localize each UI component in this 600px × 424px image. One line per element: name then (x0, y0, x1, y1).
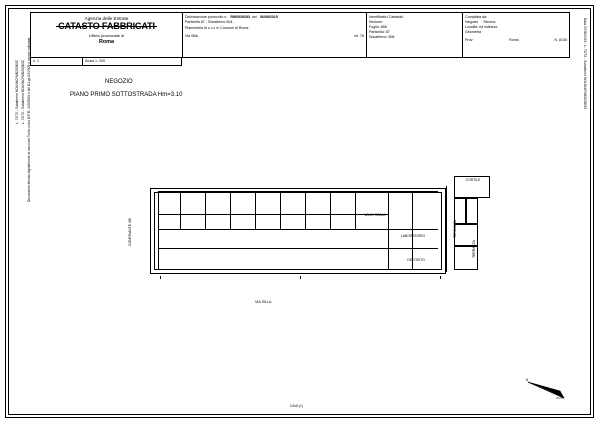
compilata-code: N. 8145 (554, 38, 567, 43)
north-arrow-icon (526, 380, 566, 400)
street-label-bottom: VIA SILLA (255, 300, 272, 304)
scale-band (30, 58, 182, 66)
annex-cell-3 (454, 224, 478, 246)
north-arrow (526, 380, 566, 400)
compilata-title: Compilata da: (465, 14, 488, 19)
annex-cell-1 (454, 198, 466, 224)
title-piano: PIANO PRIMO SOTTOSTRADA Hm=3.10 (70, 92, 183, 98)
left-vertical-text-1: L. 72/72 - Subalterno NOLNNO*MDZ05K9Z (15, 60, 19, 124)
ident-label-3: Subalterno: (369, 35, 388, 40)
right-inner-wall (388, 191, 389, 269)
bottom-note: CAVA (1) (290, 404, 303, 408)
protocol-floor (354, 34, 364, 38)
partition-2 (205, 191, 206, 229)
partition-4 (255, 191, 256, 229)
north-label: N (525, 378, 528, 382)
ident-value-3: 508 (388, 35, 395, 40)
dimension-tick-3 (440, 276, 441, 279)
room-label-laboratorio (390, 234, 436, 238)
compilata-label-0: Negozio (465, 19, 479, 24)
left-inner-wall (158, 191, 159, 269)
partition-3 (230, 191, 231, 229)
ident-label-0: Sezione: (369, 19, 383, 24)
corridor-line-bottom (158, 248, 438, 249)
ident-row-3 (369, 35, 460, 39)
header-protocol-cell (183, 13, 367, 57)
right-annex-block (446, 176, 490, 274)
protocol-label: Dichiarazione protocollo n. (185, 14, 228, 19)
compilata-row-1 (465, 25, 567, 29)
vano-scala-text: VANO SCALA (364, 213, 386, 217)
partition-1 (180, 191, 181, 229)
catasto-title (33, 21, 180, 31)
header-table (30, 12, 570, 58)
compilata-label-2: Geometra (465, 30, 481, 35)
floor-plan-drawing (128, 176, 490, 286)
right-margin-strip (576, 12, 590, 407)
laboratorio-text: LABORATORIO (400, 234, 426, 238)
office-label: Ufficio provinciale di (88, 32, 125, 38)
compilata-prov-value: Roma (509, 38, 519, 43)
ident-label-1: Foglio: (369, 24, 380, 29)
ident-row-1 (369, 25, 460, 29)
protocol-planimetria: Planimetria di u.i.u. in Comune di Roma (185, 25, 249, 30)
header-identificativi-cell (367, 13, 463, 57)
annex-left-wall (446, 186, 447, 272)
compilata-row-0 (465, 20, 567, 24)
protocol-number: RM0539283 (230, 14, 250, 19)
left-vertical-text-2: L. 72/72 - Subalterno NOLNNO*MDZ05K9Z (21, 60, 25, 124)
dimension-tick-2 (300, 276, 301, 279)
room-label-cortile: CORTILE (465, 178, 481, 182)
protocol-address: Via Silla (185, 34, 198, 38)
left-margin-strip (10, 12, 36, 407)
compilata-footer-row (465, 38, 567, 42)
sheet-number: n. 1 (31, 58, 83, 65)
left-vertical-text-3: Documento firmato digitalmente ai sensi del Testo Unico D.P.R. 445/2000 e del D.Lgs 82/2005 e norme collegate (27, 37, 31, 202)
protocol-floor-value: 76 (360, 34, 364, 38)
protocol-particella: Particella 87 - Subalterno 504 - (185, 20, 235, 24)
scale-label: Scala 1: 200 (85, 59, 105, 63)
deposito-text: DEPOSITO (407, 258, 425, 262)
ident-value-2: 87 (385, 30, 390, 35)
corridor-line-lower (158, 229, 438, 230)
partition-5 (280, 191, 281, 229)
annex-cell-2 (466, 198, 478, 224)
right-vertical-text-1: Data 07/08/2015 - L. 72/72 - Subalterno NOLNNO*MDZ05K9Z (583, 18, 587, 110)
compilata-row-2 (465, 30, 567, 34)
label-confinante: CONFINANTE 4/8 (128, 218, 132, 246)
agency-name: Agenzia delle Entrate (84, 15, 129, 21)
corridor-line-upper (158, 191, 438, 192)
annex-cell-4 (454, 246, 478, 270)
office-city: Roma (99, 38, 114, 45)
label-terrazza-1: TERRAZZA (453, 220, 457, 238)
partition-7 (330, 191, 331, 229)
corridor-line-mid (158, 214, 388, 215)
protocol-floor-label: int. (354, 34, 359, 38)
ident-row-0 (369, 20, 460, 24)
room-label-deposito (396, 258, 436, 262)
partition-8 (355, 191, 356, 229)
title-negozio: NEGOZIO (105, 79, 133, 85)
dimension-tick-1 (160, 276, 161, 279)
partition-6 (305, 191, 306, 229)
compilata-prov: Prov: (465, 38, 474, 43)
protocol-row (185, 15, 364, 19)
label-terrazza-2: TERRAZZA (472, 240, 476, 258)
room-label-vano-scala (362, 213, 388, 217)
identificativi-title: Identificativi Catastali: (369, 14, 404, 19)
ident-label-2: Particella: (369, 30, 385, 35)
ident-value-1: 856 (380, 24, 387, 29)
header-compilata-cell (463, 13, 569, 57)
protocol-date: 06/08/2015 (259, 14, 278, 19)
header-agency-cell (31, 13, 183, 57)
protocol-del-label: del (251, 14, 257, 19)
protocol-address-row (185, 34, 364, 38)
compilata-label-1: Localita' ed indirizzo: (465, 24, 499, 29)
ident-row-2 (369, 30, 460, 34)
catasto-title-text: CATASTO FABBRICATI (58, 21, 155, 31)
compilata-value-0: Simona (483, 19, 496, 24)
